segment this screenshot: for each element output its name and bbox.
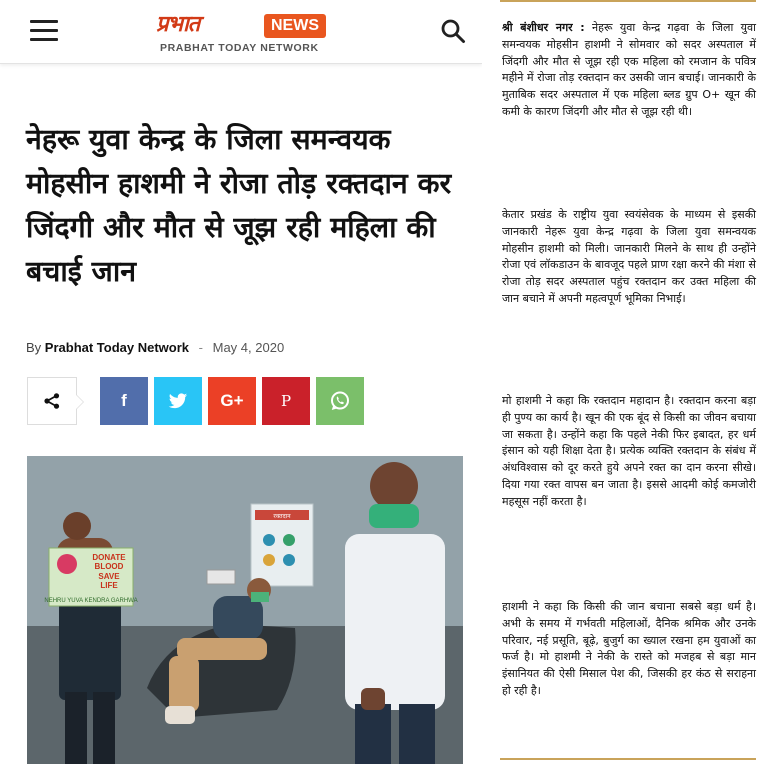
- placard-footer: NEHRU YUVA KENDRA GARHWA: [44, 598, 138, 604]
- logo-tagline: PRABHAT TODAY NETWORK: [160, 42, 319, 54]
- placard-line-3: SAVE: [98, 572, 120, 581]
- article-byline: [26, 340, 284, 355]
- clipping-paragraph-1: [502, 20, 756, 121]
- hamburger-menu-icon[interactable]: [30, 20, 58, 42]
- twitter-share-button[interactable]: [154, 377, 202, 425]
- byline-separator: -: [198, 340, 203, 355]
- logo-news-badge: NEWS: [264, 14, 326, 38]
- site-header: [0, 0, 482, 64]
- pinterest-share-button[interactable]: [262, 377, 310, 425]
- pinterest-icon: P: [280, 392, 292, 410]
- clipping-paragraph-3: मो हाशमी ने कहा कि रक्तदान महादान है। रक्तदान करना बड़ा ही पुण्य का कार्य है। खून की एक बूंद से किसी का जीवन बचाया जा सकता है। उन्होंने कहा कि पहले नेकी फिर इबादत, हर धर्म इंसान को यही शिक्षा देता है। प्रत्येक व्यक्ति रक्तदान के संबंध में अंधविश्वास को दूर करते हुये अपने रक्त का दान करना सीखे। दिया गया रक्त वापस बन जाता है। इससे आदमी कोई कमजोरी महसूस नहीं करता है।: [502, 394, 756, 508]
- clipping-bottom-rule: [500, 758, 756, 760]
- clipping-paragraph-1-text: नेहरू युवा केन्द्र गढ़वा के जिला युवा समन्वयक मोहसीन हाशमी ने सोमवार को सदर अस्पताल में जिंदगी और मौत से जूझ रही एक महिला को रमजान के पवित्र महीने में रोजा तोड़ रक्तदान कर उसकी जान बचाई। जानकारी के मुताबिक सदर अस्पताल में एक महिला ब्लड ग्रुप O+ खून की कमी के कारण जिंदगी और मौत से जूझ रही थी।: [502, 21, 757, 118]
- author-link[interactable]: Prabhat Today Network: [44, 340, 190, 355]
- search-icon[interactable]: [440, 18, 466, 44]
- article-title: नेहरू युवा केन्द्र के जिला समन्वयक मोहसीन हाशमी ने रोजा तोड़ रक्तदान कर जिंदगी और मौत से जूझ रही महिला की बचाई जान: [26, 123, 452, 288]
- share-icon: [43, 392, 61, 410]
- logo-mark: प्रभात: [156, 11, 200, 37]
- twitter-bird-icon: [168, 393, 188, 410]
- whatsapp-share-button[interactable]: [316, 377, 364, 425]
- share-button[interactable]: [27, 377, 77, 425]
- clipping-paragraph-2: केतार प्रखंड के राष्ट्रीय युवा स्वयंसेवक के माध्यम से इसकी जानकारी नेहरू युवा केन्द्र गढ़वा के जिला युवा समन्वयक मोहसीन हाशमी को मिली। जानकारी मिलने के साथ ही उन्होंने रोजा एवं लॉकडाउन के बावजूद पहले प्राण रक्षा करने की मंशा से रोजा तोड़ सदर अस्पताल पहुंच रक्तदान कर उक्त महिला की जान बचाने में अपनी महत्वपूर्ण भूमिका निभाई।: [502, 208, 756, 305]
- placard-line-1: DONATE: [92, 553, 126, 562]
- poster-title: रक्तदान: [273, 513, 291, 520]
- article-photo: [27, 456, 463, 764]
- byline-label: By: [26, 340, 42, 355]
- facebook-icon: f: [121, 391, 127, 410]
- placard-line-4: LIFE: [100, 581, 118, 590]
- whatsapp-icon: [329, 390, 351, 412]
- newspaper-clipping: [482, 0, 768, 768]
- googleplus-icon: G+: [220, 391, 244, 410]
- clipping-dateline: श्री बंशीधर नगर :: [502, 21, 585, 34]
- clipping-paragraph-4: हाशमी ने कहा कि किसी की जान बचाना सबसे बड़ा धर्म है। अभी के समय में गर्भवती महिलाओं, दैनिक श्रमिक और उनके परिवार, नई प्रसूति, बूढ़े, बुजुर्ग का ख्याल रखना हम युवाओं का फर्ज है। मो हाशमी ने नेकी के रास्ते को मजहब से बड़ा मान इंसानियत की ऐसी मिसाल पेश की, जिसकी हर कंठ से सराहना हो रही है।: [502, 600, 756, 697]
- googleplus-share-button[interactable]: [208, 377, 256, 425]
- placard-line-2: BLOOD: [94, 562, 124, 571]
- publish-date: May 4, 2020: [212, 340, 285, 355]
- site-logo[interactable]: [156, 6, 334, 58]
- facebook-share-button[interactable]: [100, 377, 148, 425]
